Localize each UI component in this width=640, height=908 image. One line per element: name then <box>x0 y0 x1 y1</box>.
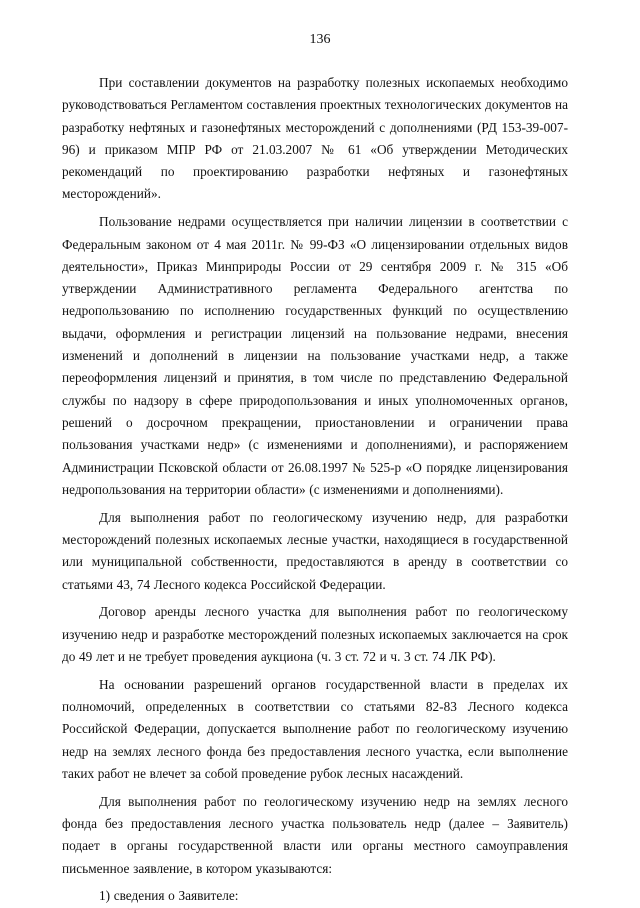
page-number: 136 <box>309 32 331 47</box>
paragraph-application: Для выполнения работ по геологическому изучению недр на землях лесного фонда без предоставления лесного участка пользователь недр (далее – Заявитель) подает в органы государственной власти или органы местного самоуправления письменное заявление, в котором указываются: <box>62 793 568 876</box>
paragraph-forest-lease: Для выполнения работ по геологическому изучению недр, для разработки месторождений полезных ископаемых лесные участки, находящиеся в государственной или муниципальной собственности, предоставляются в аренду в соответствии со статьями 43, 74 Лесного кодекса Российской Федерации. <box>62 509 568 592</box>
document-body <box>62 72 568 908</box>
paragraph-licensing: Пользование недрами осуществляется при наличии лицензии в соответствии с Федеральным законом от 4 мая 2011г. № 99-ФЗ «О лицензировании отдельных видов деятельности», Приказ Минприроды России от 29 сентября 2009 г. № 315 «Об утверждении Административного регламента Федерального агентства по недропользованию по исполнению государственных функций по осуществлению выдачи, оформления и регистрации лицензий на пользование недрами, внесения изменений и дополнений в лицензии на пользование участками недр, а также переоформления лицензий и принятия, в том числе по представлению Федеральной службы по надзору в сфере природопользования и иных уполномоченных органов, решений о досрочном прекращении, приостановлении и ограничении права пользования участками недр» (с изменениями и дополнениями), и распоряжением Администрации Псковской области от 26.08.1997 № 525-р «О порядке лицензирования недропользования на территории области» (с изменениями и дополнениями). <box>62 214 568 497</box>
paragraph-lease-term: Договор аренды лесного участка для выполнения работ по геологическому изучению недр и разработке месторождений полезных ископаемых заключается на срок до 49 лет и не требует проведения аукциона (ч. 3 ст. 72 и ч. 3 ст. 74 ЛК РФ). <box>62 604 568 664</box>
paragraph-permits: На основании разрешений органов государственной власти в пределах их полномочий, определенных в соответствии со статьями 82-83 Лесного кодекса Российской Федерации, допускается выполнение работ по геологическому изучению недр на землях лесного фонда без предоставления лесного участка, если выполнение таких работ не влечет за собой проведение рубок лесных насаждений. <box>62 676 568 781</box>
paragraph-regulations: При составлении документов на разработку полезных ископаемых необходимо руководствоваться Регламентом составления проектных технологических документов на разработку нефтяных и газонефтяных месторождений с дополнениями (РД 153-39-007-96) и приказом МПР РФ от 21.03.2007 № 61 «Об утверждении Методических рекомендаций по проектированию разработки нефтяных и газонефтяных месторождений». <box>62 75 568 202</box>
list-item-applicant-info: 1) сведения о Заявителе: <box>99 888 239 904</box>
